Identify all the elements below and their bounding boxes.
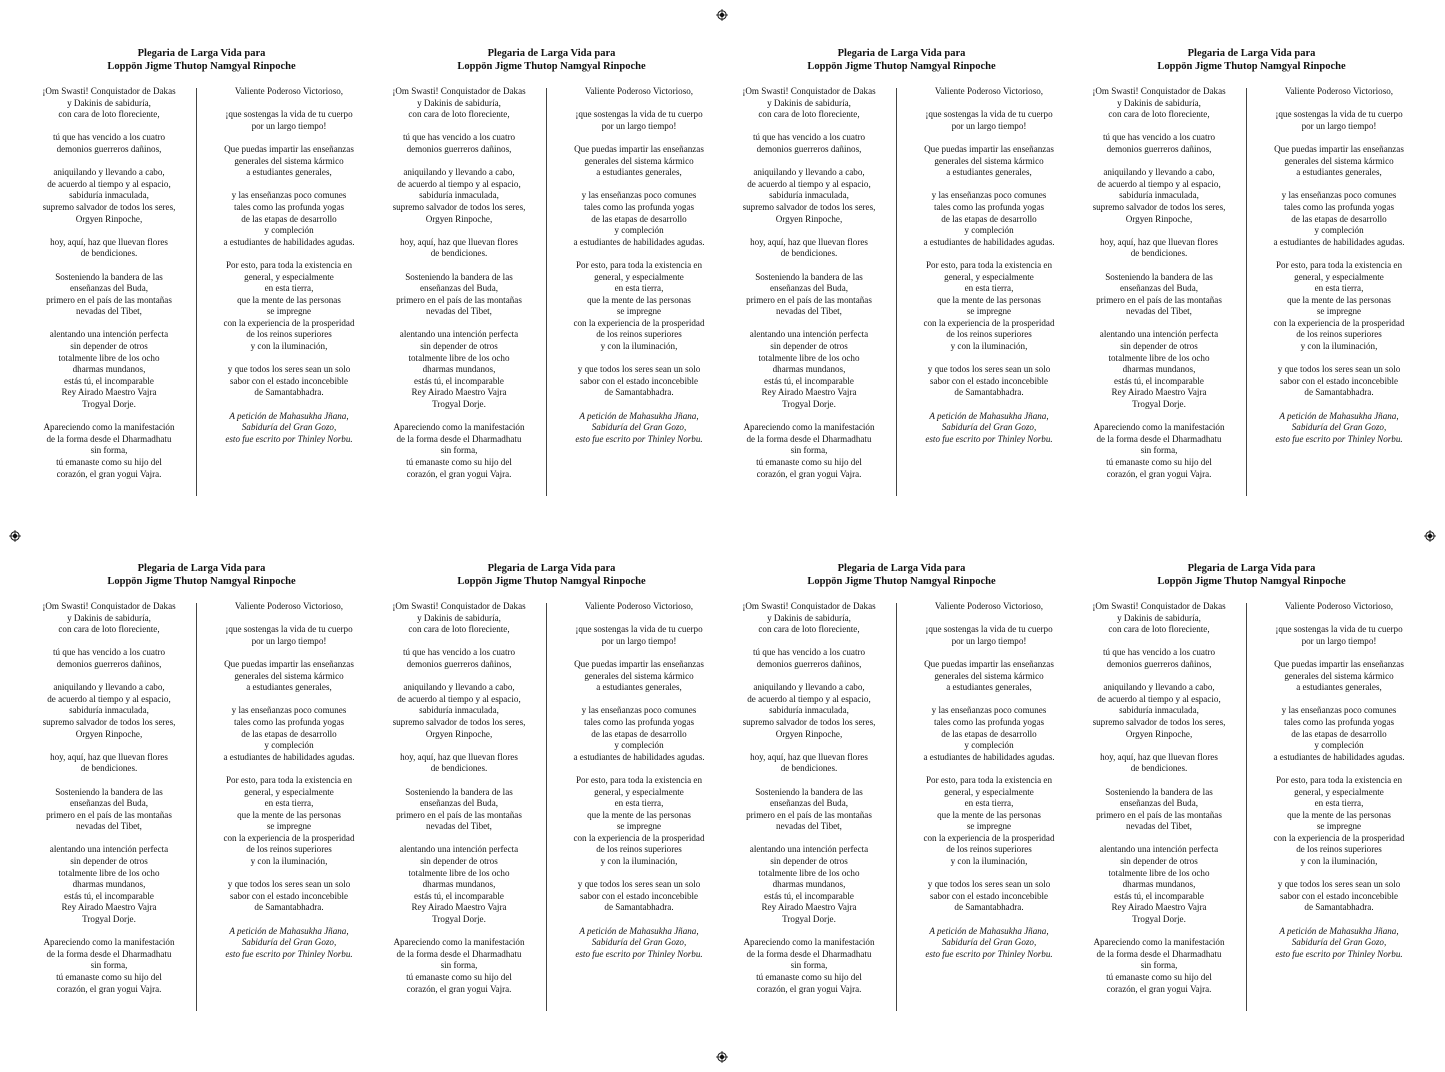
column-divider xyxy=(196,88,197,496)
prayer-left-column xyxy=(724,601,894,1007)
prayer-stanza: Por esto, para toda la existencia en general, y especialmente en esta tierra, que la mente de las personas se impregne con la experiencia de la prosperidad de los reinos superiores y con la iluminación, xyxy=(1273,774,1405,867)
prayer-stanza: ¡que sostengas la vida de tu cuerpo por un largo tiempo! xyxy=(225,109,353,131)
column-divider xyxy=(196,603,197,1011)
prayer-stanza: Por esto, para toda la existencia en general, y especialmente en esta tierra, que la mente de las personas se impregne con la experiencia de la prosperidad de los reinos superiores y con la iluminación, xyxy=(923,259,1055,352)
prayer-stanza: ¡que sostengas la vida de tu cuerpo por un largo tiempo! xyxy=(575,109,703,131)
prayer-stanza: Valiente Poderoso Victorioso, xyxy=(234,601,344,611)
prayer-stanza: tú que has vencido a los cuatro demonios guerreros dañinos, xyxy=(752,132,866,154)
prayer-stanza: Apareciendo como la manifestación de la forma desde el Dharmadhatu sin forma, tú emanaste como su hijo del corazón, el gran yogui Vajra. xyxy=(43,937,175,994)
prayer-title-line2: Loppön Jigme Thutop Namgyal Rinpoche xyxy=(457,575,646,587)
prayer-stanza: hoy, aquí, haz que lluevan flores de bendiciones. xyxy=(1100,751,1218,774)
prayer-stanza: alentando una intención perfecta sin depender de otros totalmente libre de los ocho dharmas mundanos, estás tú, el incomparable Rey Airado Maestro Vajra Trogyal Dorje. xyxy=(399,844,519,925)
prayer-stanza: hoy, aquí, haz que lluevan flores de bendiciones. xyxy=(50,751,168,774)
prayer-title-line1: Plegaria de Larga Vida para xyxy=(1187,563,1316,574)
prayer-stanza: Que puedas impartir las enseñanzas generales del sistema kármico a estudiantes generales, xyxy=(1274,658,1404,693)
prayer-stanza: Por esto, para toda la existencia en general, y especialmente en esta tierra, que la mente de las personas se impregne con la experiencia de la prosperidad de los reinos superiores y con la iluminación, xyxy=(223,259,355,352)
registration-mark-icon xyxy=(9,530,21,542)
prayer-title xyxy=(374,563,729,588)
prayer-left-column xyxy=(24,86,194,492)
prayer-stanza: tú que has vencido a los cuatro demonios guerreros dañinos, xyxy=(1102,647,1216,669)
prayer-stanza: alentando una intención perfecta sin depender de otros totalmente libre de los ocho dharmas mundanos, estás tú, el incomparable Rey Airado Maestro Vajra Trogyal Dorje. xyxy=(1099,844,1219,925)
prayer-stanza: Sosteniendo la bandera de las enseñanzas del Buda, primero en el país de las montañas nevadas del Tibet, xyxy=(46,786,172,832)
prayer-title-line1: Plegaria de Larga Vida para xyxy=(1187,48,1316,59)
prayer-title xyxy=(1074,563,1429,588)
prayer-stanza: Valiente Poderoso Victorioso, xyxy=(234,86,344,96)
prayer-credit: A petición de Mahasukha Jñana, Sabiduría del Gran Gozo, esto fue escrito por Thinley Norbu. xyxy=(925,410,1053,444)
prayer-credit: A petición de Mahasukha Jñana, Sabiduría del Gran Gozo, esto fue escrito por Thinley Norbu. xyxy=(225,410,353,444)
prayer-stanza: Sosteniendo la bandera de las enseñanzas del Buda, primero en el país de las montañas nevadas del Tibet, xyxy=(746,271,872,317)
prayer-stanza: tú que has vencido a los cuatro demonios guerreros dañinos, xyxy=(752,647,866,669)
prayer-stanza: alentando una intención perfecta sin depender de otros totalmente libre de los ocho dharmas mundanos, estás tú, el incomparable Rey Airado Maestro Vajra Trogyal Dorje. xyxy=(49,329,169,410)
prayer-right-column xyxy=(1249,86,1429,457)
prayer-left-column xyxy=(1074,86,1244,492)
prayer-card xyxy=(1074,563,1429,1013)
prayer-stanza: ¡Om Swasti! Conquistador de Dakas y Dakinis de sabiduría, con cara de loto floreciente, xyxy=(42,601,176,635)
prayer-title xyxy=(1074,48,1429,73)
prayer-title-line1: Plegaria de Larga Vida para xyxy=(487,48,616,59)
prayer-stanza: aniquilando y llevando a cabo, de acuerdo al tiempo y al espacio, sabiduría inmaculada, supremo salvador de todos los seres, Orgyen Rinpoche, xyxy=(392,682,526,739)
column-divider xyxy=(896,88,897,496)
prayer-card xyxy=(24,48,379,498)
prayer-stanza: Sosteniendo la bandera de las enseñanzas del Buda, primero en el país de las montañas nevadas del Tibet, xyxy=(396,786,522,832)
prayer-card xyxy=(724,563,1079,1013)
prayer-title xyxy=(374,48,729,73)
prayer-stanza: tú que has vencido a los cuatro demonios guerreros dañinos, xyxy=(402,647,516,669)
prayer-title-line1: Plegaria de Larga Vida para xyxy=(487,563,616,574)
prayer-stanza: y las enseñanzas poco comunes tales como las profunda yogas de las etapas de desarrollo y compleción a estudiantes de habilidades agudas. xyxy=(223,705,355,762)
prayer-stanza: ¡que sostengas la vida de tu cuerpo por un largo tiempo! xyxy=(925,109,1053,131)
prayer-right-column xyxy=(199,86,379,457)
prayer-stanza: y que todos los seres sean un solo sabor con el estado inconcebible de Samantabhadra. xyxy=(927,364,1051,398)
prayer-stanza: tú que has vencido a los cuatro demonios guerreros dañinos, xyxy=(402,132,516,154)
prayer-stanza: y que todos los seres sean un solo sabor con el estado inconcebible de Samantabhadra. xyxy=(227,879,351,913)
prayer-title-line2: Loppön Jigme Thutop Namgyal Rinpoche xyxy=(107,60,296,72)
prayer-stanza: ¡Om Swasti! Conquistador de Dakas y Dakinis de sabiduría, con cara de loto floreciente, xyxy=(42,86,176,120)
prayer-stanza: Por esto, para toda la existencia en general, y especialmente en esta tierra, que la mente de las personas se impregne con la experiencia de la prosperidad de los reinos superiores y con la iluminación, xyxy=(1273,259,1405,352)
prayer-stanza: Apareciendo como la manifestación de la forma desde el Dharmadhatu sin forma, tú emanaste como su hijo del corazón, el gran yogui Vajra. xyxy=(1093,937,1225,994)
prayer-left-column xyxy=(374,601,544,1007)
column-divider xyxy=(896,603,897,1011)
prayer-stanza: Sosteniendo la bandera de las enseñanzas del Buda, primero en el país de las montañas nevadas del Tibet, xyxy=(1096,786,1222,832)
prayer-stanza: y que todos los seres sean un solo sabor con el estado inconcebible de Samantabhadra. xyxy=(1277,364,1401,398)
prayer-stanza: Que puedas impartir las enseñanzas generales del sistema kármico a estudiantes generales, xyxy=(574,658,704,693)
prayer-stanza: tú que has vencido a los cuatro demonios guerreros dañinos, xyxy=(1102,132,1216,154)
prayer-stanza: Valiente Poderoso Victorioso, xyxy=(1284,601,1394,611)
prayer-stanza: hoy, aquí, haz que lluevan flores de bendiciones. xyxy=(750,236,868,259)
prayer-stanza: hoy, aquí, haz que lluevan flores de bendiciones. xyxy=(400,751,518,774)
prayer-stanza: y que todos los seres sean un solo sabor con el estado inconcebible de Samantabhadra. xyxy=(927,879,1051,913)
prayer-stanza: y las enseñanzas poco comunes tales como las profunda yogas de las etapas de desarrollo y compleción a estudiantes de habilidades agudas. xyxy=(923,705,1055,762)
prayer-stanza: Que puedas impartir las enseñanzas generales del sistema kármico a estudiantes generales, xyxy=(224,143,354,178)
prayer-credit: A petición de Mahasukha Jñana, Sabiduría del Gran Gozo, esto fue escrito por Thinley Norbu. xyxy=(575,925,703,959)
prayer-card xyxy=(24,563,379,1013)
prayer-credit: A petición de Mahasukha Jñana, Sabiduría del Gran Gozo, esto fue escrito por Thinley Norbu. xyxy=(925,925,1053,959)
prayer-card xyxy=(374,563,729,1013)
prayer-stanza: Sosteniendo la bandera de las enseñanzas del Buda, primero en el país de las montañas nevadas del Tibet, xyxy=(746,786,872,832)
prayer-stanza: y las enseñanzas poco comunes tales como las profunda yogas de las etapas de desarrollo y compleción a estudiantes de habilidades agudas. xyxy=(1273,190,1405,247)
prayer-stanza: alentando una intención perfecta sin depender de otros totalmente libre de los ocho dharmas mundanos, estás tú, el incomparable Rey Airado Maestro Vajra Trogyal Dorje. xyxy=(749,844,869,925)
prayer-stanza: aniquilando y llevando a cabo, de acuerdo al tiempo y al espacio, sabiduría inmaculada, supremo salvador de todos los seres, Orgyen Rinpoche, xyxy=(392,167,526,224)
prayer-stanza: aniquilando y llevando a cabo, de acuerdo al tiempo y al espacio, sabiduría inmaculada, supremo salvador de todos los seres, Orgyen Rinpoche, xyxy=(742,167,876,224)
prayer-stanza: Apareciendo como la manifestación de la forma desde el Dharmadhatu sin forma, tú emanaste como su hijo del corazón, el gran yogui Vajra. xyxy=(743,422,875,479)
prayer-stanza: ¡Om Swasti! Conquistador de Dakas y Dakinis de sabiduría, con cara de loto floreciente, xyxy=(1092,86,1226,120)
prayer-stanza: Por esto, para toda la existencia en general, y especialmente en esta tierra, que la mente de las personas se impregne con la experiencia de la prosperidad de los reinos superiores y con la iluminación, xyxy=(573,259,705,352)
prayer-credit: A petición de Mahasukha Jñana, Sabiduría del Gran Gozo, esto fue escrito por Thinley Norbu. xyxy=(1275,925,1403,959)
prayer-stanza: ¡que sostengas la vida de tu cuerpo por un largo tiempo! xyxy=(225,624,353,646)
prayer-title-line1: Plegaria de Larga Vida para xyxy=(137,563,266,574)
prayer-title-line2: Loppön Jigme Thutop Namgyal Rinpoche xyxy=(1157,60,1346,72)
prayer-credit: A petición de Mahasukha Jñana, Sabiduría del Gran Gozo, esto fue escrito por Thinley Norbu. xyxy=(575,410,703,444)
prayer-stanza: Valiente Poderoso Victorioso, xyxy=(934,601,1044,611)
prayer-stanza: Por esto, para toda la existencia en general, y especialmente en esta tierra, que la mente de las personas se impregne con la experiencia de la prosperidad de los reinos superiores y con la iluminación, xyxy=(573,774,705,867)
prayer-stanza: Sosteniendo la bandera de las enseñanzas del Buda, primero en el país de las montañas nevadas del Tibet, xyxy=(396,271,522,317)
prayer-right-column xyxy=(899,86,1079,457)
prayer-title-line2: Loppön Jigme Thutop Namgyal Rinpoche xyxy=(107,575,296,587)
prayer-stanza: Sosteniendo la bandera de las enseñanzas del Buda, primero en el país de las montañas nevadas del Tibet, xyxy=(1096,271,1222,317)
prayer-stanza: aniquilando y llevando a cabo, de acuerdo al tiempo y al espacio, sabiduría inmaculada, supremo salvador de todos los seres, Orgyen Rinpoche, xyxy=(42,167,176,224)
column-divider xyxy=(1246,603,1247,1011)
prayer-stanza: ¡Om Swasti! Conquistador de Dakas y Dakinis de sabiduría, con cara de loto floreciente, xyxy=(1092,601,1226,635)
prayer-card xyxy=(724,48,1079,498)
prayer-right-column xyxy=(1249,601,1429,972)
prayer-stanza: ¡Om Swasti! Conquistador de Dakas y Dakinis de sabiduría, con cara de loto floreciente, xyxy=(392,86,526,120)
prayer-stanza: hoy, aquí, haz que lluevan flores de bendiciones. xyxy=(1100,236,1218,259)
prayer-stanza: y que todos los seres sean un solo sabor con el estado inconcebible de Samantabhadra. xyxy=(577,364,701,398)
prayer-stanza: Que puedas impartir las enseñanzas generales del sistema kármico a estudiantes generales, xyxy=(1274,143,1404,178)
prayer-title-line1: Plegaria de Larga Vida para xyxy=(837,48,966,59)
prayer-stanza: Apareciendo como la manifestación de la forma desde el Dharmadhatu sin forma, tú emanaste como su hijo del corazón, el gran yogui Vajra. xyxy=(1093,422,1225,479)
prayer-stanza: ¡que sostengas la vida de tu cuerpo por un largo tiempo! xyxy=(1275,624,1403,646)
prayer-right-column xyxy=(199,601,379,972)
prayer-stanza: y las enseñanzas poco comunes tales como las profunda yogas de las etapas de desarrollo y compleción a estudiantes de habilidades agudas. xyxy=(223,190,355,247)
prayer-stanza: alentando una intención perfecta sin depender de otros totalmente libre de los ocho dharmas mundanos, estás tú, el incomparable Rey Airado Maestro Vajra Trogyal Dorje. xyxy=(1099,329,1219,410)
prayer-stanza: Por esto, para toda la existencia en general, y especialmente en esta tierra, que la mente de las personas se impregne con la experiencia de la prosperidad de los reinos superiores y con la iluminación, xyxy=(223,774,355,867)
prayer-title xyxy=(724,48,1079,73)
registration-mark-icon xyxy=(716,9,728,21)
prayer-stanza: ¡que sostengas la vida de tu cuerpo por un largo tiempo! xyxy=(925,624,1053,646)
prayer-stanza: Apareciendo como la manifestación de la forma desde el Dharmadhatu sin forma, tú emanaste como su hijo del corazón, el gran yogui Vajra. xyxy=(743,937,875,994)
prayer-stanza: Apareciendo como la manifestación de la forma desde el Dharmadhatu sin forma, tú emanaste como su hijo del corazón, el gran yogui Vajra. xyxy=(393,422,525,479)
prayer-stanza: Que puedas impartir las enseñanzas generales del sistema kármico a estudiantes generales, xyxy=(924,658,1054,693)
prayer-stanza: tú que has vencido a los cuatro demonios guerreros dañinos, xyxy=(52,647,166,669)
prayer-stanza: ¡Om Swasti! Conquistador de Dakas y Dakinis de sabiduría, con cara de loto floreciente, xyxy=(742,601,876,635)
prayer-stanza: alentando una intención perfecta sin depender de otros totalmente libre de los ocho dharmas mundanos, estás tú, el incomparable Rey Airado Maestro Vajra Trogyal Dorje. xyxy=(49,844,169,925)
prayer-title-line1: Plegaria de Larga Vida para xyxy=(837,563,966,574)
prayer-right-column xyxy=(549,601,729,972)
prayer-stanza: y las enseñanzas poco comunes tales como las profunda yogas de las etapas de desarrollo y compleción a estudiantes de habilidades agudas. xyxy=(1273,705,1405,762)
prayer-stanza: Que puedas impartir las enseñanzas generales del sistema kármico a estudiantes generales, xyxy=(224,658,354,693)
prayer-title-line2: Loppön Jigme Thutop Namgyal Rinpoche xyxy=(1157,575,1346,587)
prayer-stanza: tú que has vencido a los cuatro demonios guerreros dañinos, xyxy=(52,132,166,154)
column-divider xyxy=(546,88,547,496)
prayer-right-column xyxy=(549,86,729,457)
prayer-stanza: y que todos los seres sean un solo sabor con el estado inconcebible de Samantabhadra. xyxy=(577,879,701,913)
prayer-stanza: aniquilando y llevando a cabo, de acuerdo al tiempo y al espacio, sabiduría inmaculada, supremo salvador de todos los seres, Orgyen Rinpoche, xyxy=(1092,167,1226,224)
prayer-stanza: aniquilando y llevando a cabo, de acuerdo al tiempo y al espacio, sabiduría inmaculada, supremo salvador de todos los seres, Orgyen Rinpoche, xyxy=(1092,682,1226,739)
prayer-stanza: Por esto, para toda la existencia en general, y especialmente en esta tierra, que la mente de las personas se impregne con la experiencia de la prosperidad de los reinos superiores y con la iluminación, xyxy=(923,774,1055,867)
prayer-title-line2: Loppön Jigme Thutop Namgyal Rinpoche xyxy=(807,575,996,587)
prayer-title-line1: Plegaria de Larga Vida para xyxy=(137,48,266,59)
column-divider xyxy=(546,603,547,1011)
prayer-stanza: Que puedas impartir las enseñanzas generales del sistema kármico a estudiantes generales, xyxy=(924,143,1054,178)
prayer-stanza: ¡Om Swasti! Conquistador de Dakas y Dakinis de sabiduría, con cara de loto floreciente, xyxy=(392,601,526,635)
prayer-stanza: hoy, aquí, haz que lluevan flores de bendiciones. xyxy=(50,236,168,259)
prayer-title xyxy=(724,563,1079,588)
prayer-left-column xyxy=(724,86,894,492)
prayer-card xyxy=(374,48,729,498)
prayer-card xyxy=(1074,48,1429,498)
prayer-stanza: alentando una intención perfecta sin depender de otros totalmente libre de los ocho dharmas mundanos, estás tú, el incomparable Rey Airado Maestro Vajra Trogyal Dorje. xyxy=(749,329,869,410)
prayer-stanza: y las enseñanzas poco comunes tales como las profunda yogas de las etapas de desarrollo y compleción a estudiantes de habilidades agudas. xyxy=(923,190,1055,247)
prayer-title-line2: Loppön Jigme Thutop Namgyal Rinpoche xyxy=(457,60,646,72)
prayer-stanza: hoy, aquí, haz que lluevan flores de bendiciones. xyxy=(750,751,868,774)
prayer-stanza: ¡que sostengas la vida de tu cuerpo por un largo tiempo! xyxy=(575,624,703,646)
prayer-stanza: y que todos los seres sean un solo sabor con el estado inconcebible de Samantabhadra. xyxy=(1277,879,1401,913)
prayer-stanza: Valiente Poderoso Victorioso, xyxy=(584,86,694,96)
prayer-stanza: Valiente Poderoso Victorioso, xyxy=(934,86,1044,96)
registration-mark-icon xyxy=(716,1051,728,1063)
prayer-stanza: Que puedas impartir las enseñanzas generales del sistema kármico a estudiantes generales, xyxy=(574,143,704,178)
registration-mark-icon xyxy=(1424,530,1436,542)
prayer-left-column xyxy=(24,601,194,1007)
prayer-credit: A petición de Mahasukha Jñana, Sabiduría del Gran Gozo, esto fue escrito por Thinley Norbu. xyxy=(225,925,353,959)
prayer-stanza: y las enseñanzas poco comunes tales como las profunda yogas de las etapas de desarrollo y compleción a estudiantes de habilidades agudas. xyxy=(573,705,705,762)
prayer-stanza: y que todos los seres sean un solo sabor con el estado inconcebible de Samantabhadra. xyxy=(227,364,351,398)
prayer-stanza: Sosteniendo la bandera de las enseñanzas del Buda, primero en el país de las montañas nevadas del Tibet, xyxy=(46,271,172,317)
prayer-left-column xyxy=(1074,601,1244,1007)
prayer-left-column xyxy=(374,86,544,492)
prayer-stanza: aniquilando y llevando a cabo, de acuerdo al tiempo y al espacio, sabiduría inmaculada, supremo salvador de todos los seres, Orgyen Rinpoche, xyxy=(742,682,876,739)
prayer-stanza: Apareciendo como la manifestación de la forma desde el Dharmadhatu sin forma, tú emanaste como su hijo del corazón, el gran yogui Vajra. xyxy=(43,422,175,479)
prayer-stanza: ¡que sostengas la vida de tu cuerpo por un largo tiempo! xyxy=(1275,109,1403,131)
column-divider xyxy=(1246,88,1247,496)
prayer-stanza: aniquilando y llevando a cabo, de acuerdo al tiempo y al espacio, sabiduría inmaculada, supremo salvador de todos los seres, Orgyen Rinpoche, xyxy=(42,682,176,739)
prayer-title xyxy=(24,48,379,73)
prayer-stanza: y las enseñanzas poco comunes tales como las profunda yogas de las etapas de desarrollo y compleción a estudiantes de habilidades agudas. xyxy=(573,190,705,247)
prayer-title-line2: Loppön Jigme Thutop Namgyal Rinpoche xyxy=(807,60,996,72)
prayer-right-column xyxy=(899,601,1079,972)
prayer-stanza: Apareciendo como la manifestación de la forma desde el Dharmadhatu sin forma, tú emanaste como su hijo del corazón, el gran yogui Vajra. xyxy=(393,937,525,994)
prayer-title xyxy=(24,563,379,588)
prayer-stanza: Valiente Poderoso Victorioso, xyxy=(584,601,694,611)
prayer-stanza: ¡Om Swasti! Conquistador de Dakas y Dakinis de sabiduría, con cara de loto floreciente, xyxy=(742,86,876,120)
prayer-stanza: alentando una intención perfecta sin depender de otros totalmente libre de los ocho dharmas mundanos, estás tú, el incomparable Rey Airado Maestro Vajra Trogyal Dorje. xyxy=(399,329,519,410)
prayer-stanza: Valiente Poderoso Victorioso, xyxy=(1284,86,1394,96)
prayer-stanza: hoy, aquí, haz que lluevan flores de bendiciones. xyxy=(400,236,518,259)
prayer-credit: A petición de Mahasukha Jñana, Sabiduría del Gran Gozo, esto fue escrito por Thinley Norbu. xyxy=(1275,410,1403,444)
